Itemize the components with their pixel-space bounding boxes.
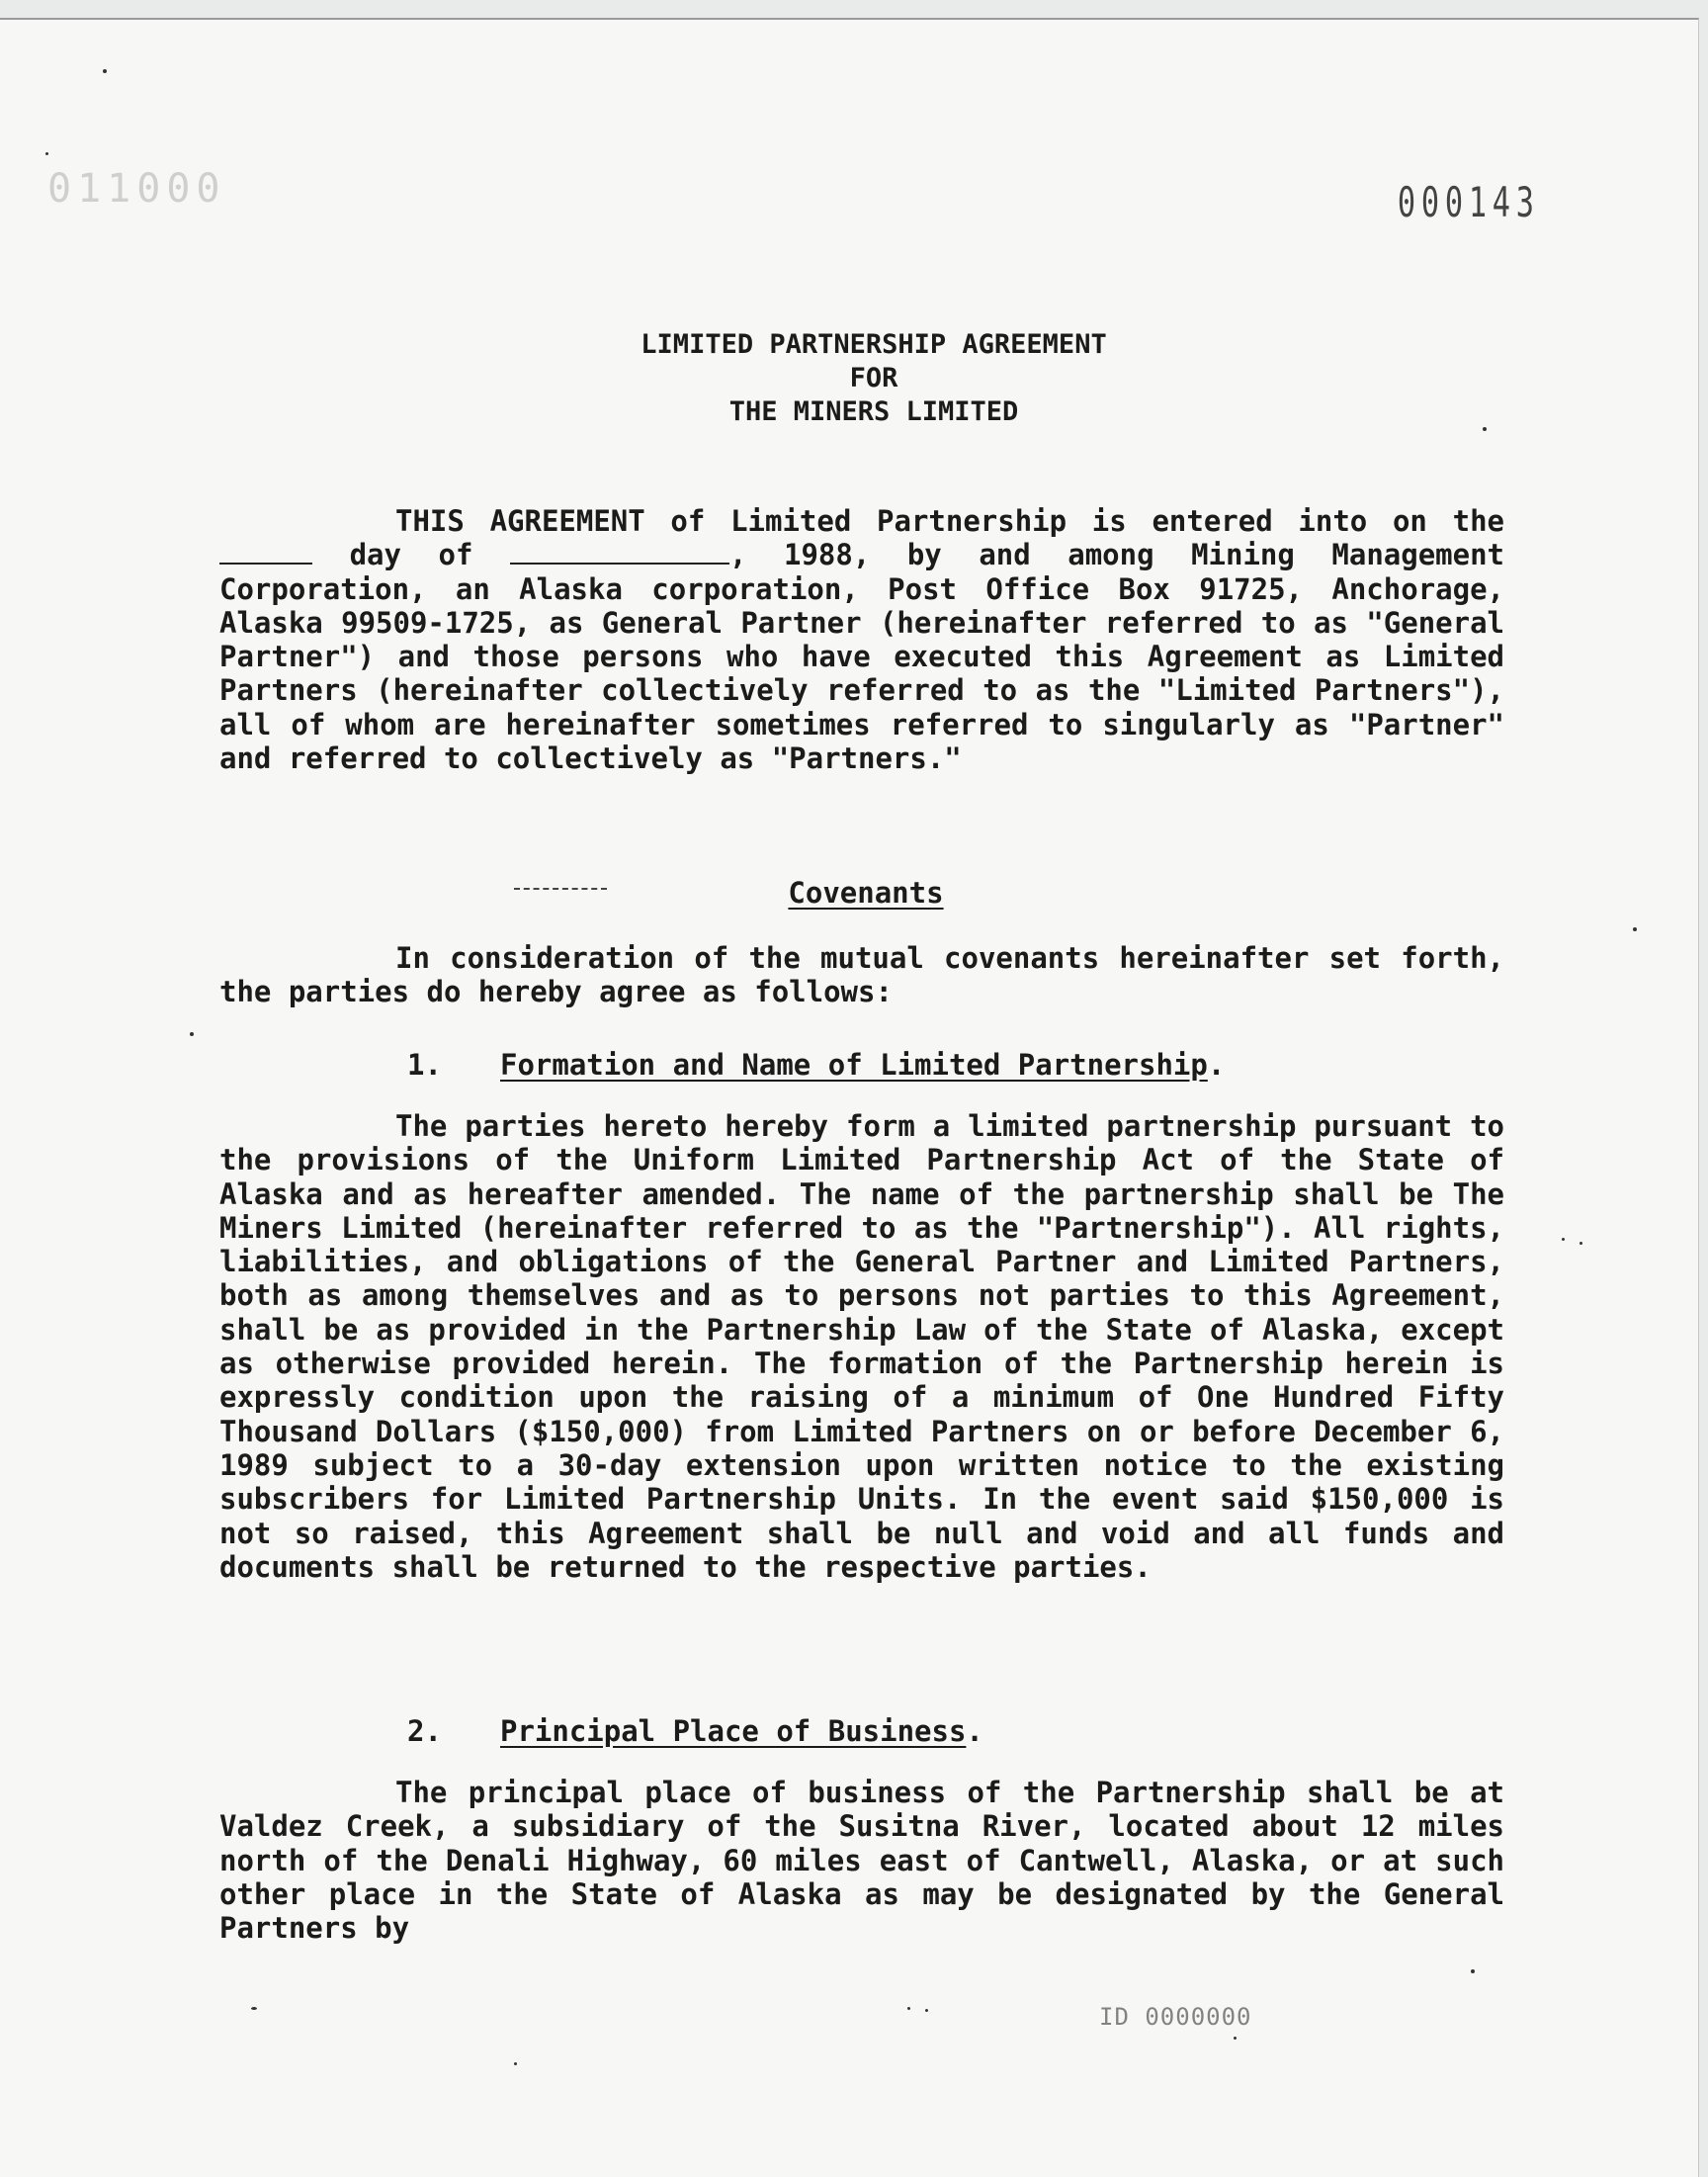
- intro-text-c: , 1988, by and among Mining Management Corporation, an Alaska corporation, Post Office Box 91725, Anchorage, Alaska 99509-1725, as General Partner (hereinafter referred to as "General Partner") and those persons who have executed this Agreement as Limited Partners (hereinafter collectively referred to as the "Limited Partners"), all of whom are hereinafter sometimes referred to singularly as "Partner" and referred to collectively as "Partners.": [219, 538, 1504, 776]
- scan-speck: [514, 2062, 517, 2065]
- covenants-paragraph: In consideration of the mutual covenants hereinafter set forth, the parties do hereby agree as follows:: [219, 941, 1504, 1009]
- faint-stamp: ID 0000000: [1099, 2003, 1252, 2031]
- scan-speck: [1234, 2037, 1237, 2040]
- title-line-1: LIMITED PARTNERSHIP AGREEMENT: [640, 329, 1107, 360]
- title-line-3: THE MINERS LIMITED: [728, 396, 1019, 427]
- scan-speck: [251, 2007, 257, 2010]
- faint-bleed-number: 011000: [47, 166, 226, 212]
- month-blank: [510, 563, 729, 565]
- scan-speck: [190, 1032, 194, 1036]
- section-2-heading: 2. Principal Place of Business.: [407, 1714, 983, 1748]
- covenants-heading: Covenants: [788, 876, 944, 910]
- section-2-title: Principal Place of Business: [500, 1714, 967, 1748]
- document-page: [0, 18, 1699, 2177]
- scan-speck: [103, 69, 107, 73]
- section-1-paragraph: The parties hereto hereby form a limited partnership pursuant to the provisions of the Uniform Limited Partnership Act of the State of Alaska and as hereafter amended. The name of the partnership shall be The Miners Limited (hereinafter referred to as the "Partnership"). All rights, liabilities, and obligations of the General Partner and Limited Partners, both as among themselves and as to persons not parties to this Agreement, shall be as provided in the Partnership Law of the State of Alaska, except as otherwise provided herein. The formation of the Partnership herein is expressly condition upon the raising of a minimum of One Hundred Fifty Thousand Dollars ($150,000) from Limited Partners on or before December 6, 1989 subject to a 30-day extension upon written notice to the existing subscribers for Limited Partnership Units. In the event said $150,000 is not so raised, this Agreement shall be null and void and all funds and documents shall be returned to the respective parties.: [219, 1109, 1504, 1584]
- scan-speck: [1562, 1238, 1565, 1241]
- intro-text-a: THIS AGREEMENT of Limited Partnership is entered into on the: [395, 504, 1504, 538]
- scan-speck: [907, 2007, 910, 2010]
- intro-text-b: day of: [349, 538, 473, 572]
- section-2-paragraph: The principal place of business of the Partnership shall be at Valdez Creek, a subsidiary of the Susitna River, located about 12 miles north of the Denali Highway, 60 miles east of Cantwell, Alaska, or at such other place in the State of Alaska as may be designated by the General Partners by: [219, 1776, 1504, 1946]
- scan-speck: [1580, 1242, 1582, 1245]
- section-2-number: 2.: [407, 1714, 442, 1748]
- day-blank: [219, 563, 312, 565]
- title-line-2: FOR: [849, 363, 898, 393]
- section-1-heading: 1. Formation and Name of Limited Partnership.: [407, 1048, 1226, 1082]
- section-1-number: 1.: [407, 1048, 442, 1082]
- bates-number: 000143: [1398, 178, 1540, 226]
- scan-speck: [1483, 427, 1487, 431]
- scan-speck: [925, 2009, 928, 2012]
- section-1-title: Formation and Name of Limited Partnership: [500, 1048, 1208, 1082]
- document-title: [0, 328, 1708, 429]
- intro-paragraph: [219, 504, 1504, 775]
- scan-speck: [1633, 927, 1637, 931]
- scan-speck: [1471, 1969, 1475, 1973]
- scan-speck: [45, 152, 48, 155]
